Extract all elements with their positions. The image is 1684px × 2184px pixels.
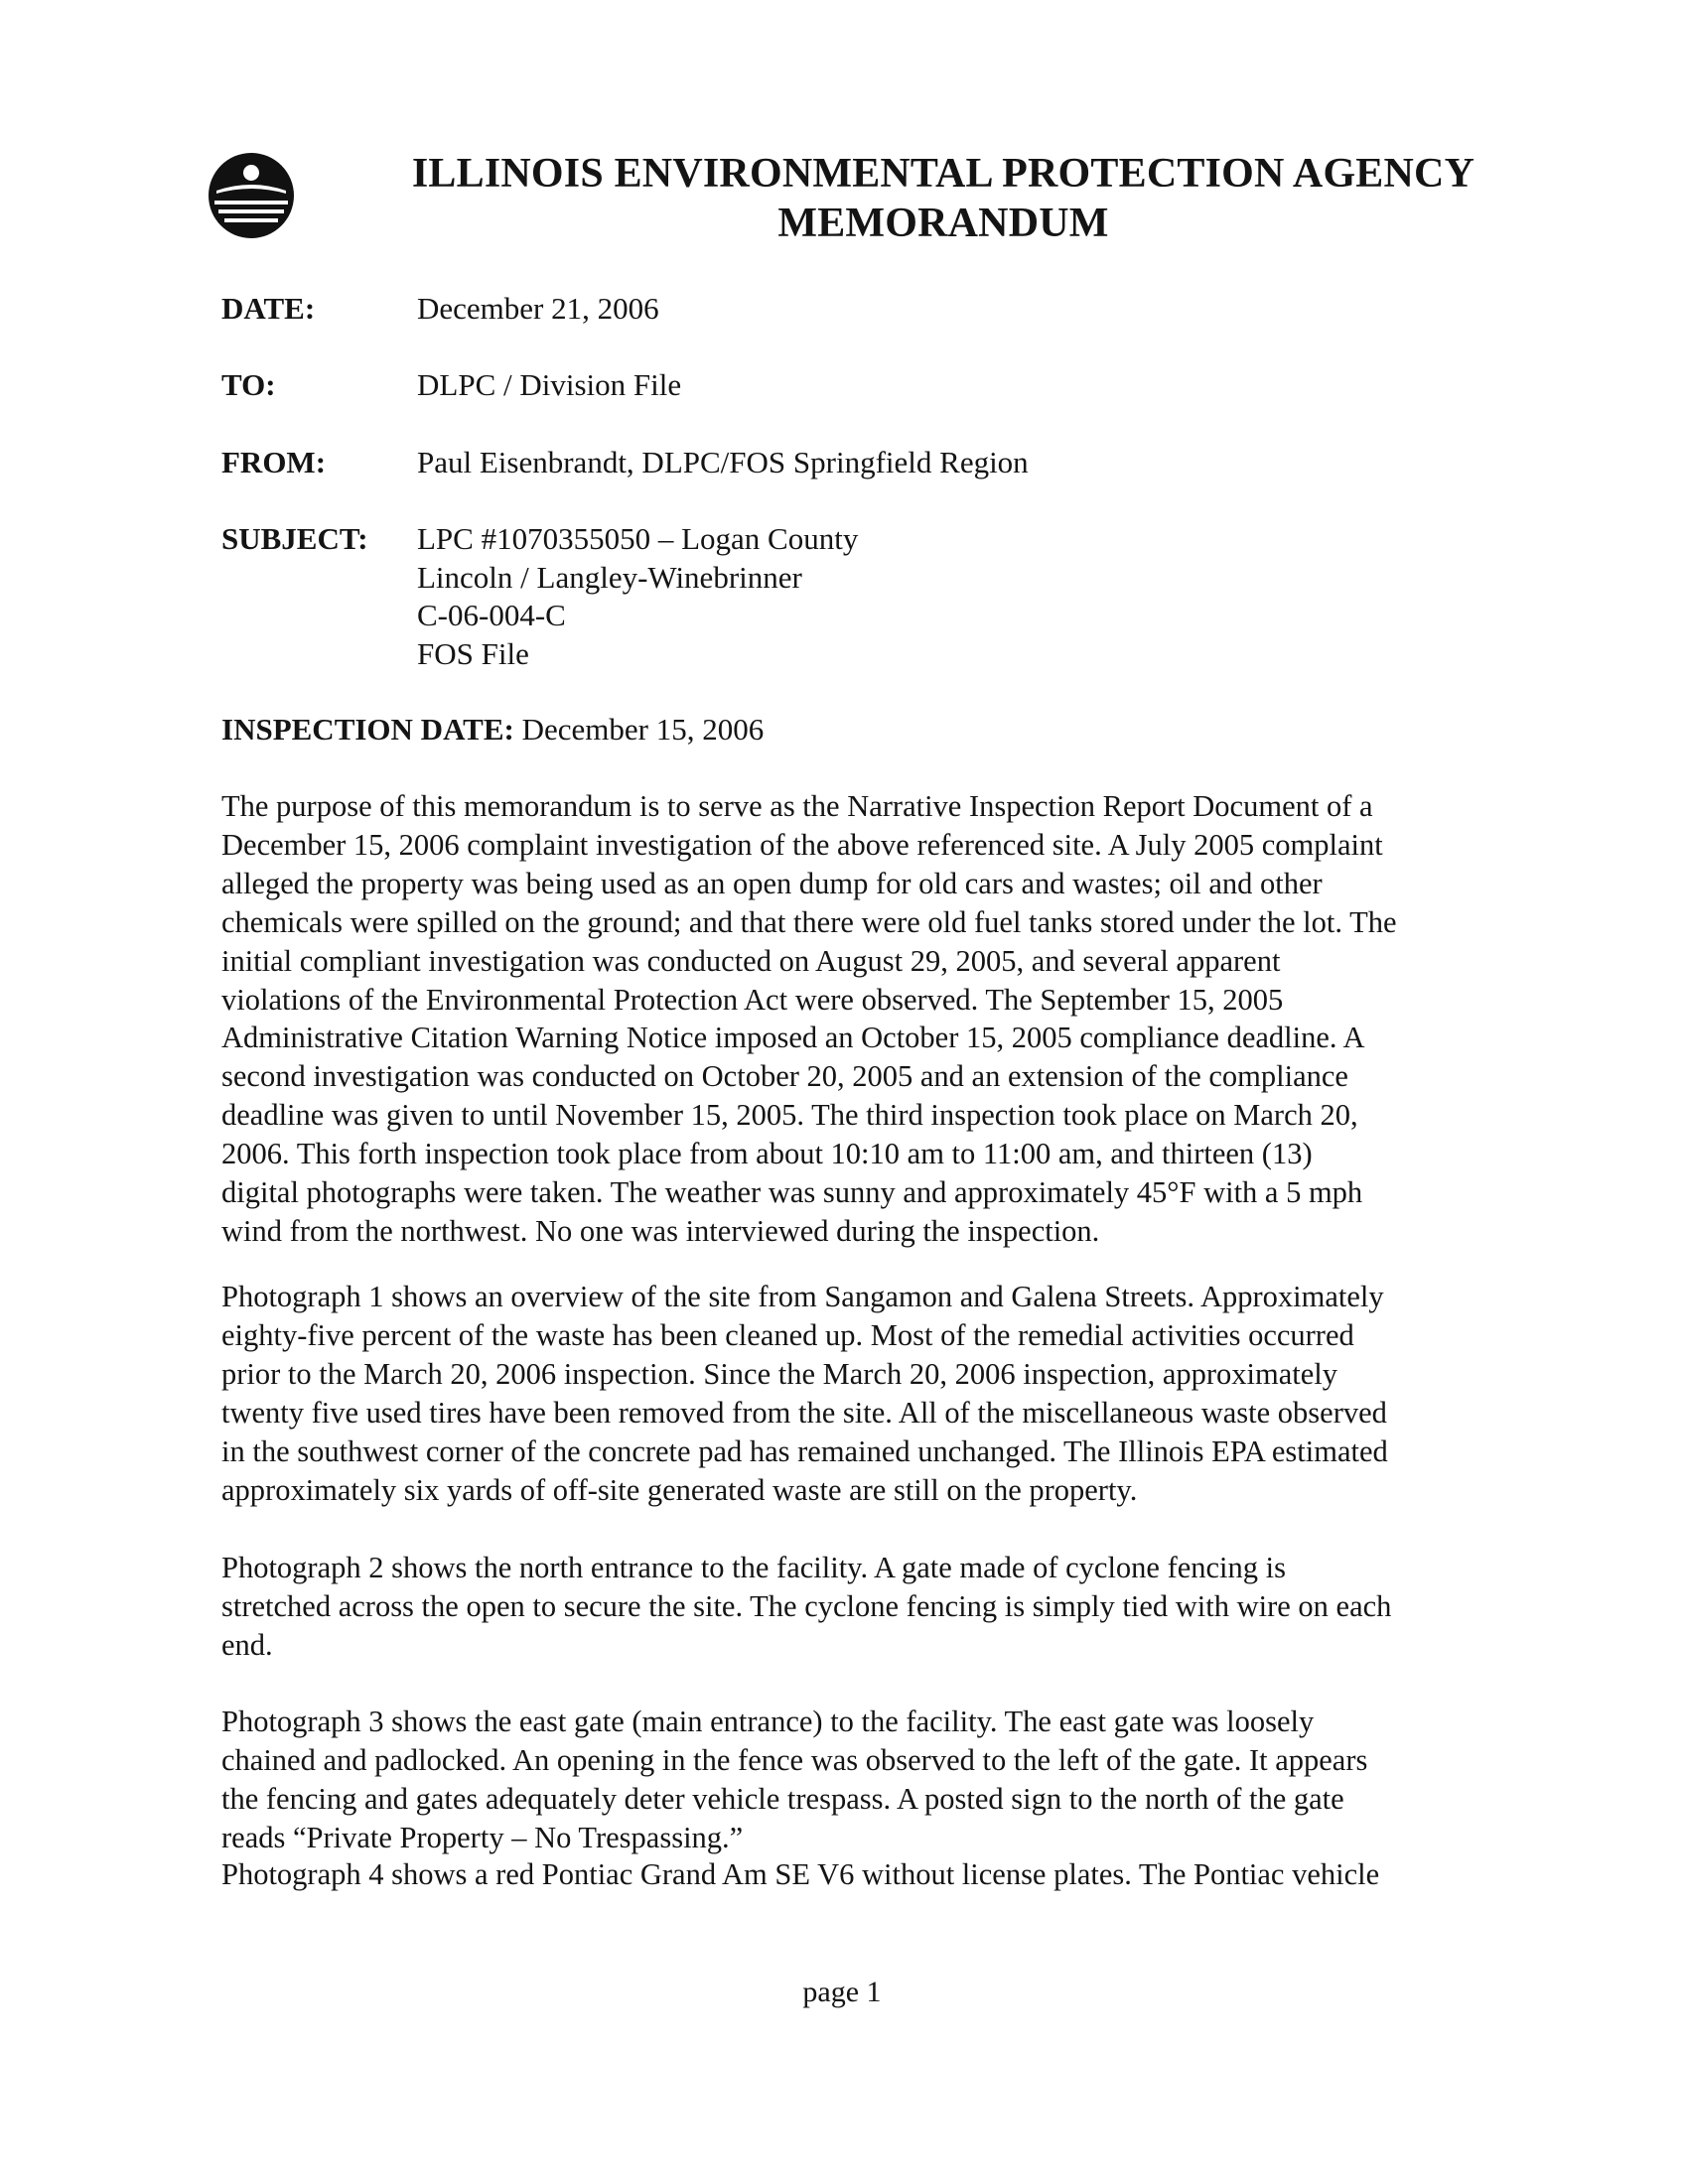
text-line: Photograph 2 shows the north entrance to the facility. A gate made of cyclone fencing is	[221, 1551, 1286, 1584]
subject-value	[417, 520, 858, 673]
body-paragraph	[221, 1278, 1502, 1509]
from-label: FROM:	[221, 445, 327, 479]
to-value: DLPC / Division File	[417, 367, 682, 402]
subject-line: Lincoln / Langley-Winebrinner	[417, 559, 802, 595]
inspection-date-label: INSPECTION DATE:	[221, 712, 514, 747]
subject-label: SUBJECT:	[221, 521, 368, 556]
agency-title: ILLINOIS ENVIRONMENTAL PROTECTION AGENCY	[411, 151, 1475, 197]
text-line: twenty five used tires have been removed from the site. All of the miscellaneous waste observed	[221, 1395, 1387, 1430]
page-number: page 1	[802, 1976, 882, 2008]
text-line: Photograph 4 shows a red Pontiac Grand Am SE V6 without license plates. The Pontiac vehicle	[221, 1857, 1380, 1891]
inspection-date	[221, 711, 764, 749]
text-line: eighty-five percent of the waste has been cleaned up. Most of the remedial activities occurred	[221, 1317, 1354, 1352]
text-line: chemicals were spilled on the ground; and that there were old fuel tanks stored under the lot. The	[221, 904, 1397, 939]
body-paragraph	[221, 787, 1502, 1251]
text-line: in the southwest corner of the concrete pad has remained unchanged. The Illinois EPA estimated	[221, 1433, 1388, 1468]
date-label: DATE:	[221, 291, 316, 326]
memo-type-title: MEMORANDUM	[777, 201, 1109, 246]
text-line: the fencing and gates adequately deter vehicle trespass. A posted sign to the north of the gate	[221, 1781, 1344, 1816]
text-line: chained and padlocked. An opening in the fence was observed to the left of the gate. It appears	[221, 1742, 1368, 1777]
date-value: December 21, 2006	[417, 291, 659, 326]
text-line: initial compliant investigation was conducted on August 29, 2005, and several apparent	[221, 943, 1281, 978]
text-line: Photograph 3 shows the east gate (main entrance) to the facility. The east gate was loosely	[221, 1705, 1315, 1738]
body-paragraph	[221, 1549, 1502, 1665]
subject-line: FOS File	[417, 635, 529, 671]
text-line: approximately six yards of off-site generated waste are still on the property.	[221, 1472, 1138, 1507]
to-label: TO:	[221, 367, 276, 402]
text-line: prior to the March 20, 2006 inspection. Since the March 20, 2006 inspection, approximately	[221, 1356, 1338, 1391]
inspection-date-value: December 15, 2006	[513, 712, 765, 747]
text-line: wind from the northwest. No one was interviewed during the inspection.	[221, 1213, 1100, 1248]
text-line: end.	[221, 1627, 273, 1662]
text-line: Photograph 1 shows an overview of the site from Sangamon and Galena Streets. Approximately	[221, 1280, 1384, 1313]
text-line: violations of the Environmental Protection Act were observed. The September 15, 2005	[221, 982, 1284, 1017]
from-value: Paul Eisenbrandt, DLPC/FOS Springfield Region	[417, 445, 1029, 479]
illinois-epa-logo-icon	[207, 151, 296, 240]
body-paragraph	[221, 1703, 1502, 1857]
subject-line: LPC #1070355050 – Logan County	[417, 521, 859, 556]
text-line: reads “Private Property – No Trespassing.”	[221, 1820, 744, 1854]
body-paragraph	[221, 1855, 1502, 1894]
text-line: December 15, 2006 complaint investigation of the above referenced site. A July 2005 complaint	[221, 827, 1383, 862]
subject-line: C-06-004-C	[417, 598, 566, 632]
text-line: digital photographs were taken. The weather was sunny and approximately 45°F with a 5 mph	[221, 1175, 1363, 1210]
text-line: Administrative Citation Warning Notice imposed an October 15, 2005 compliance deadline. A	[221, 1021, 1365, 1055]
text-line: second investigation was conducted on October 20, 2005 and an extension of the compliance	[221, 1059, 1348, 1094]
text-line: alleged the property was being used as an open dump for old cars and wastes; oil and other	[221, 866, 1323, 900]
text-line: stretched across the open to secure the site. The cyclone fencing is simply tied with wire on each	[221, 1588, 1392, 1623]
text-line: 2006. This forth inspection took place from about 10:10 am to 11:00 am, and thirteen (13)	[221, 1137, 1313, 1171]
text-line: The purpose of this memorandum is to serve as the Narrative Inspection Report Document of a	[221, 789, 1373, 823]
text-line: deadline was given to until November 15, 2005. The third inspection took place on March 20,	[221, 1098, 1358, 1133]
